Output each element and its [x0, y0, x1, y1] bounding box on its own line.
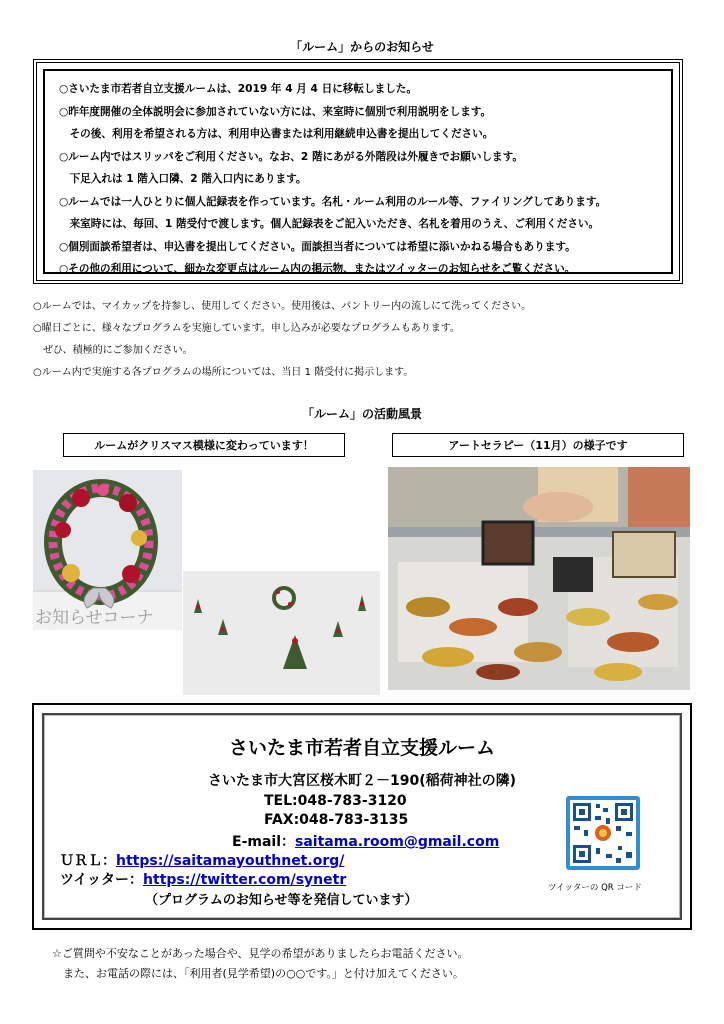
info-line: ぜひ、積極的にご参加ください。	[33, 345, 193, 356]
qr-caption: ツイッターの QR コード	[548, 883, 642, 893]
email-link[interactable]: saitama.room@gmail.com	[295, 834, 500, 850]
wreath-photo	[33, 470, 182, 630]
email-label: E-mail：	[232, 834, 296, 850]
twitter-row	[60, 869, 346, 889]
org-fax: FAX:048-783-3135	[264, 812, 409, 828]
notice-line: ○さいたま市若者自立支援ルームは、2019 年 4 月 4 日に移転しました。	[59, 83, 417, 95]
url-row	[60, 850, 344, 870]
notice-line: ○ルーム内ではスリッパをご利用ください。なお、2 階にあがる外階段は外履きでお願いします。	[59, 151, 523, 163]
url-label: ＵＲＬ：	[60, 853, 116, 869]
art-therapy-photo	[388, 467, 690, 690]
wreath-illustration	[33, 470, 182, 630]
org-name: さいたま市若者自立支援ルーム	[228, 737, 495, 759]
info-line: ○曜日ごとに、様々なプログラムを実施しています。申し込みが必要なプログラムもあります。	[33, 323, 460, 334]
info-line: ○ルームでは、マイカップを持参し、使用してください。使用後は、パントリー内の流しにて洗ってください。	[33, 301, 532, 312]
footer-line-1: ☆ご質問や不安なことがあった場合や、見学の希望がありましたらお電話ください。	[52, 947, 469, 960]
info-line: ○ルーム内で実施する各プログラムの場所については、当日 1 階受付に掲示します。	[33, 367, 414, 378]
qr-code-icon	[566, 796, 640, 870]
notice-line: ○その他の利用について、細かな変更点はルーム内の掲示物、またはツイッターのお知らせをご覧ください。	[59, 263, 576, 275]
notice-line: ○昨年度開催の全体説明会に参加されていない方には、来室時に個別で利用説明をします。	[59, 106, 492, 118]
caption-christmas: ルームがクリスマス模様に変わっています！	[63, 433, 345, 457]
notice-line: その後、利用を希望される方は、利用申込書または利用継続申込書を提出してください。	[59, 128, 494, 140]
notices-title: 「ルーム」からのお知らせ	[290, 40, 434, 54]
wall-decor-photo	[183, 571, 380, 695]
notice-line: ○ルームでは一人ひとりに個人記録表を作っています。名札・ルーム利用のルール等、ファイリングしてあります。	[59, 196, 607, 208]
notice-corner-sign-text: お知らせコーナ	[35, 608, 154, 628]
notice-line: ○個別面談希望者は、申込書を提出してください。面談担当者については希望に添いかねる場合もあります。	[59, 241, 576, 253]
activities-title: 「ルーム」の活動風景	[301, 407, 422, 421]
twitter-note: （プログラムのお知らせ等を発信しています）	[145, 893, 418, 908]
notice-line: 来室時には、毎回、1 階受付で渡します。個人記録表をご記入いただき、名札を着用のうえ、ご利用ください。	[59, 218, 600, 230]
notice-line: 下足入れは 1 階入口隣、2 階入口内にあります。	[59, 173, 307, 185]
twitter-qr-code[interactable]	[566, 796, 640, 870]
twitter-label: ツイッター：	[60, 872, 144, 888]
email-row	[232, 831, 499, 851]
wall-decor-illustration	[183, 571, 380, 695]
notice-box	[33, 59, 683, 284]
footer-line-2: また、お電話の際には、「利用者(見学希望)の○○です。」と付け加えてください。	[52, 967, 464, 980]
twitter-link[interactable]: https://twitter.com/synetr	[143, 872, 347, 888]
notice-box-inner	[43, 69, 673, 274]
website-link[interactable]: https://saitamayouthnet.org/	[116, 853, 345, 869]
caption-art-therapy: アートセラピー（11月）の様子です	[392, 433, 684, 457]
art-therapy-illustration	[388, 467, 690, 690]
org-tel: TEL:048-783-3120	[264, 793, 407, 809]
org-address: さいたま市大宮区桜木町２－190(稲荷神社の隣)	[207, 773, 517, 789]
